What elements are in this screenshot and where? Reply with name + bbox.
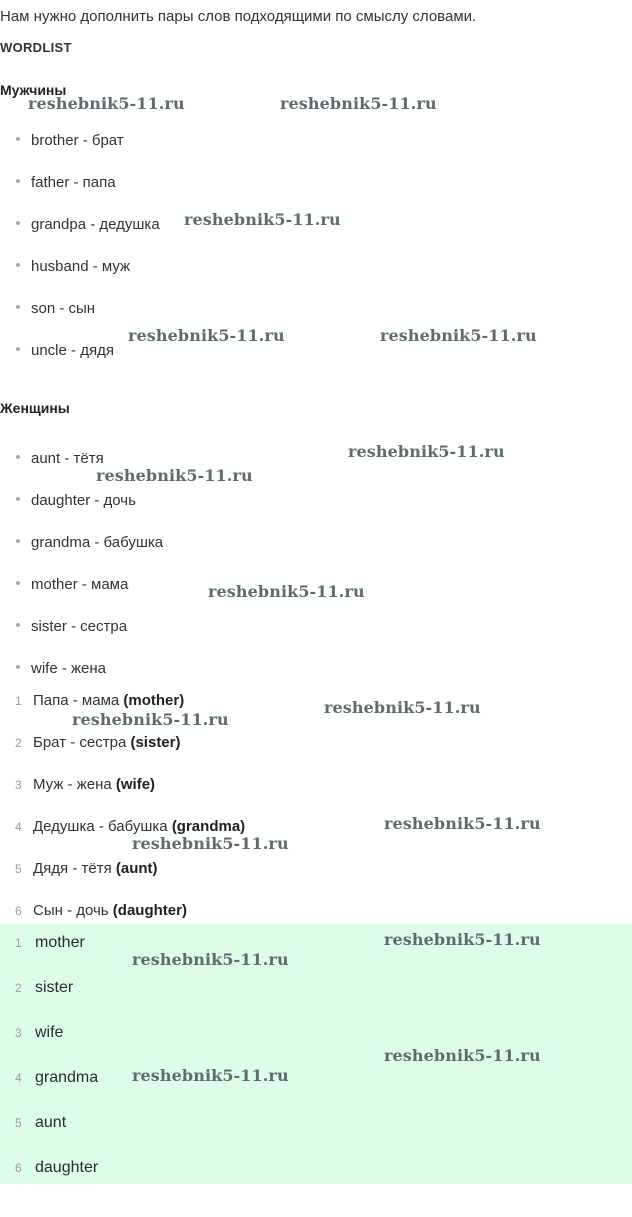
watermark: reshebnik5-11.ru	[384, 814, 541, 833]
bullet-icon	[16, 497, 20, 501]
list-item-text: uncle - дядя	[31, 342, 114, 359]
bullet-icon	[16, 179, 20, 183]
watermark: reshebnik5-11.ru	[72, 710, 229, 729]
bullet-icon	[16, 305, 20, 309]
watermark: reshebnik5-11.ru	[280, 94, 437, 113]
answer-text: daughter	[35, 1159, 99, 1176]
watermark: reshebnik5-11.ru	[96, 466, 253, 485]
watermark: reshebnik5-11.ru	[384, 1046, 541, 1065]
pair-row	[15, 734, 181, 751]
list-item	[16, 534, 163, 551]
list-item-text: brother - брат	[31, 132, 124, 149]
pair-answer: (grandma)	[171, 818, 246, 835]
pair-answer: (aunt)	[115, 860, 158, 877]
bullet-icon	[16, 665, 20, 669]
list-item	[16, 342, 114, 359]
pair-text: Дедушка - бабушка	[33, 818, 172, 835]
answer-row	[15, 1114, 66, 1132]
pair-number: 6	[15, 904, 22, 918]
pair-number: 3	[15, 778, 22, 792]
list-item	[16, 216, 160, 233]
list-item-text: husband - муж	[31, 258, 131, 275]
list-item	[16, 618, 127, 635]
pair-answer: (sister)	[130, 734, 181, 751]
pair-row	[15, 818, 245, 835]
bullet-icon	[16, 581, 20, 585]
answer-text: wife	[35, 1024, 64, 1041]
pair-row	[15, 692, 184, 709]
list-item-text: grandma - бабушка	[31, 534, 164, 551]
pair-text: Муж - жена	[33, 776, 116, 793]
watermark: reshebnik5-11.ru	[184, 210, 341, 229]
watermark: reshebnik5-11.ru	[208, 582, 365, 601]
watermark: reshebnik5-11.ru	[132, 834, 289, 853]
bullet-icon	[16, 623, 20, 627]
answer-number: 1	[15, 936, 22, 950]
answer-text: mother	[35, 934, 85, 951]
pair-answer: (daughter)	[112, 902, 187, 919]
list-item	[16, 660, 106, 677]
list-item-text: grandpa - дедушка	[31, 216, 160, 233]
list-item-text: wife - жена	[31, 660, 107, 677]
answer-number: 2	[15, 981, 22, 995]
pair-text: Дядя - тётя	[33, 860, 116, 877]
pair-answer: (wife)	[115, 776, 156, 793]
list-item-text: daughter - дочь	[31, 492, 136, 509]
list-item-text: son - сын	[31, 300, 96, 317]
watermark: reshebnik5-11.ru	[348, 442, 505, 461]
answer-text: sister	[35, 979, 74, 996]
answer-text: aunt	[35, 1114, 67, 1131]
answer-row	[15, 1159, 98, 1177]
pair-row	[15, 860, 158, 877]
bullet-icon	[16, 347, 20, 351]
intro-text: Нам нужно дополнить пары слов подходящими по смыслу словами.	[0, 8, 477, 25]
answer-row	[15, 1024, 63, 1042]
answer-number: 5	[15, 1116, 22, 1130]
bullet-icon	[16, 137, 20, 141]
pair-row	[15, 902, 187, 919]
list-item	[16, 174, 116, 191]
list-item	[16, 576, 128, 593]
list-item-text: sister - сестра	[31, 618, 128, 635]
watermark: reshebnik5-11.ru	[384, 930, 541, 949]
answer-number: 6	[15, 1161, 22, 1175]
answer-row	[15, 979, 73, 997]
list-item-text: mother - мама	[31, 576, 129, 593]
pair-number: 1	[15, 694, 22, 708]
answer-number: 4	[15, 1071, 22, 1085]
list-item	[16, 132, 124, 149]
pair-text: Сын - дочь	[33, 902, 113, 919]
list-item-text: aunt - тётя	[31, 450, 104, 467]
pair-row	[15, 776, 155, 793]
list-item	[16, 492, 136, 509]
watermark: reshebnik5-11.ru	[380, 326, 537, 345]
answer-row	[15, 1069, 98, 1087]
bullet-icon	[16, 221, 20, 225]
bullet-icon	[16, 539, 20, 543]
pair-answer: (mother)	[123, 692, 185, 709]
list-item	[16, 300, 95, 317]
list-item	[16, 258, 130, 275]
answer-text: grandma	[35, 1069, 99, 1086]
watermark: reshebnik5-11.ru	[324, 698, 481, 717]
watermark: reshebnik5-11.ru	[28, 94, 185, 113]
wordlist-heading: WORDLIST	[0, 40, 72, 55]
list-item-text: father - папа	[31, 174, 116, 191]
men-section-title: Мужчины	[0, 82, 67, 98]
watermark: reshebnik5-11.ru	[132, 950, 289, 969]
list-item	[16, 450, 104, 467]
bullet-icon	[16, 263, 20, 267]
pair-number: 5	[15, 862, 22, 876]
pair-number: 2	[15, 736, 22, 750]
pair-number: 4	[15, 820, 22, 834]
women-section-title: Женщины	[0, 400, 70, 416]
answer-row	[15, 934, 85, 952]
bullet-icon	[16, 455, 20, 459]
pair-text: Папа - мама	[33, 692, 124, 709]
pair-text: Брат - сестра	[33, 734, 131, 751]
watermark: reshebnik5-11.ru	[132, 1066, 289, 1085]
answer-number: 3	[15, 1026, 22, 1040]
watermark: reshebnik5-11.ru	[128, 326, 285, 345]
